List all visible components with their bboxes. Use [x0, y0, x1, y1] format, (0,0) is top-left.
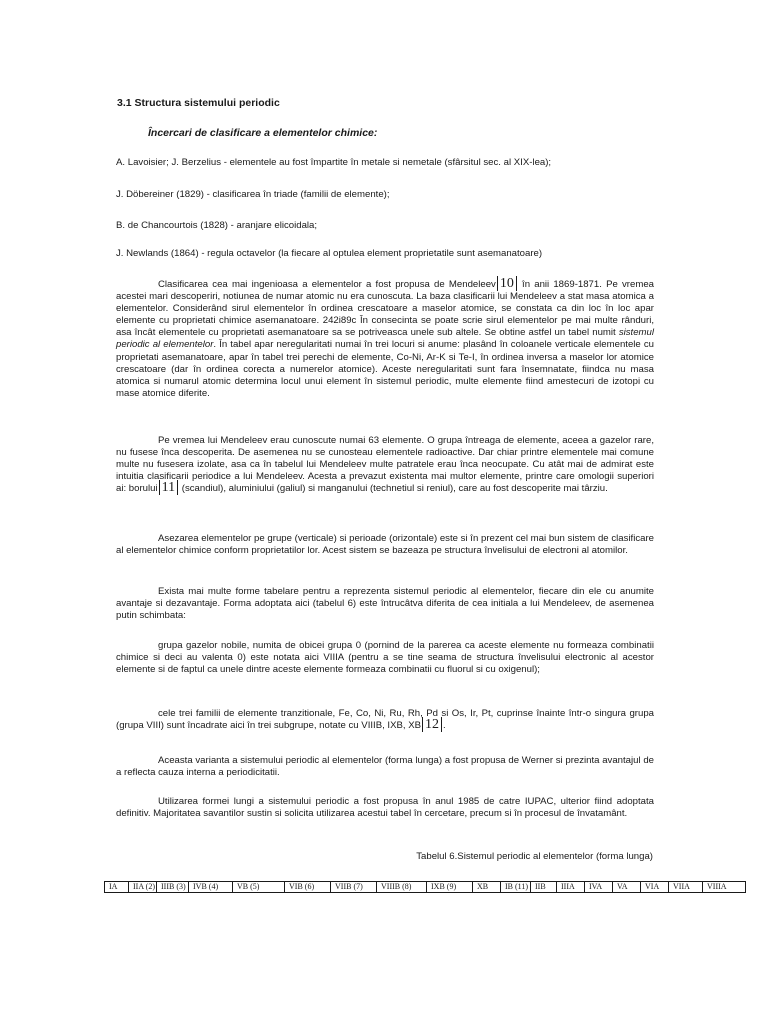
section-heading: 3.1 Structura sistemului periodic — [117, 97, 280, 109]
paragraph-noble-gases: grupa gazelor nobile, numita de obicei grupa 0 (pornind de la parerea ca aceste elemente nu formeaza combinatii chimice si deci au valenta 0) este notata aici VIIIA (pentru a se tine seama de structura învelisului electronic al acestor elemente si de faptul ca unele dintre aceste elemente formeaza combinatii cu fluorul si cu oxigenul); — [116, 640, 654, 676]
paragraph-werner-variant: Aceasta varianta a sistemului periodic al elementelor (forma lunga) a fost propusa de Werner si prezinta avantajul de a reflecta cauza interna a periodicitatii. — [116, 755, 654, 779]
paragraph-transition-elements: cele trei familii de elemente tranzitionale, Fe, Co, Ni, Ru, Rh, Pd si Os, Ir, Pt, cuprinse înainte într-o singura grupa (grupa VIII) sunt încadrate aici în trei subgrupe, notate cu VIIIB, IXB, XB 12 . — [116, 708, 654, 733]
group-header-cell: VIIA — [669, 882, 703, 892]
group-header-cell: VIIIB (8) — [377, 882, 427, 892]
section-subheading: Încercari de clasificare a elementelor chimice: — [148, 127, 378, 139]
group-header-cell: XB — [473, 882, 501, 892]
group-header-cell: IIIA — [557, 882, 585, 892]
group-header-cell: VA — [613, 882, 641, 892]
history-item-dobereiner: J. Döbereiner (1829) - clasificarea în triade (familii de elemente); — [116, 189, 390, 200]
group-header-cell: IVB (4) — [189, 882, 233, 892]
paragraph-known-elements: Pe vremea lui Mendeleev erau cunoscute numai 63 elemente. O grupa întreaga de elemente, aceea a gazelor rare, nu fusese înca descoperita. De asemenea nu se cunosteau elementele radioactive. Dar chiar printre elementele mai comune multe nu fusesera izolate, asa ca în tabelul lui Mendeleev multe patratele erau înca neocupate. Cu atât mai de admirat este intuitia clasificarii periodice a lui Mendeleev. Acesta a prevazut existenta mai multor elemente, printre care omologii superiori ai: borului 11 (scandiul), aluminiului (galiul) si manganului (technetiul si reniul), care au fost descoperite mai târziu. — [116, 435, 654, 496]
emphasis-term: sistemul periodic al elementelor — [116, 327, 654, 351]
group-header-cell: VIIB (7) — [331, 882, 377, 892]
group-header-cell: IA — [105, 882, 129, 892]
group-header-cell: IXB (9) — [427, 882, 473, 892]
group-header-cell: IIIB (3) — [157, 882, 189, 892]
group-header-cell: VB (5) — [233, 882, 285, 892]
group-header-cell: IIB — [531, 882, 557, 892]
paragraph-mendeleev-classification: Clasificarea cea mai ingenioasa a elementelor a fost propusa de Mendeleev 10 în anii 1869-1871. Pe vremea acestei mari descoperiri, notiunea de numar atomic nu era cunoscuta. La baza clasificarii lui Mendeleev a stat masa atomica a elementelor. Considerând sirul elementelor în ordinea crescatoare a maselor atomice, se constata ca din loc în loc apar elemente cu proprietati chimice asemanatoare. 242i89c În consecinta se poate scrie sirul elementelor pe mai multe rânduri, asa încât elementele cu proprietati asemanatoare sa se potriveasca unele sub altele. Se obtine astfel un tabel numit sistemul periodic al elementelor. În tabel apar neregularitati numai în trei locuri si anume: plasând în coloanele verticale elementele cu proprietati asemanatoare, apar în tabel trei perechi de elemente, Co-Ni, Ar-K si Te-I, în ordinea inversa a maselor lor atomice crescatoare (dar în ordinea corecta a numerelor atomice). Aceste neregularitati sunt fara însemnatate, fiindca nu masa atomica si numarul atomic determina locul unui element în sistemul periodic, multe elemente fiind amestecuri de izotopi cu mase atomice diferite. — [116, 276, 654, 399]
paragraph-groups-periods: Asezarea elementelor pe grupe (verticale) si perioade (orizontale) este si în prezent cel mai bun sistem de clasificare al elementelor chimice conform proprietatilor lor. Acest sistem se bazeaza pe structura învelisului de electroni al atomilor. — [116, 533, 654, 557]
group-header-cell: VIB (6) — [285, 882, 331, 892]
group-header-cell: IIA (2) — [129, 882, 157, 892]
group-header-cell: IVA — [585, 882, 613, 892]
paragraph-table-forms: Exista mai multe forme tabelare pentru a reprezenta sistemul periodic al elementelor, fiecare din ele cu anumite avantaje si dezavantaje. Forma adoptata aici (tabelul 6) este întrucâtva diferita de cea initiala a lui Mendeleev, de asemenea putin schimbata: — [116, 586, 654, 622]
reference-marker: 11 — [159, 480, 178, 495]
history-item-newlands: J. Newlands (1864) - regula octavelor (la fiecare al optulea element proprietatile sunt asemanatoare) — [116, 248, 543, 259]
group-header-cell: VIA — [641, 882, 669, 892]
history-item-lavoisier: A. Lavoisier; J. Berzelius - elementele au fost împartite în metale si nemetale (sfârsitul sec. al XIX-lea); — [116, 157, 552, 168]
history-item-chancourtois: B. de Chancourtois (1828) - aranjare elicoidala; — [116, 220, 318, 231]
group-header-cell: VIIIA — [707, 882, 727, 891]
group-header-cell: IB (11) — [501, 882, 531, 892]
reference-marker: 10 — [497, 276, 517, 291]
periodic-table-header-row — [104, 881, 746, 893]
reference-marker: 12 — [422, 717, 442, 732]
paragraph-iupac: Utilizarea formei lungi a sistemului periodic a fost propusa în anul 1985 de catre IUPAC, ulterior fiind adoptata definitiv. Majoritatea savantilor sustin si solicita utilizarea acestui tabel în cercetare, precum si în procesul de învatamânt. — [116, 796, 654, 820]
table-caption: Tabelul 6.Sistemul periodic al elementelor (forma lunga) — [416, 851, 653, 862]
